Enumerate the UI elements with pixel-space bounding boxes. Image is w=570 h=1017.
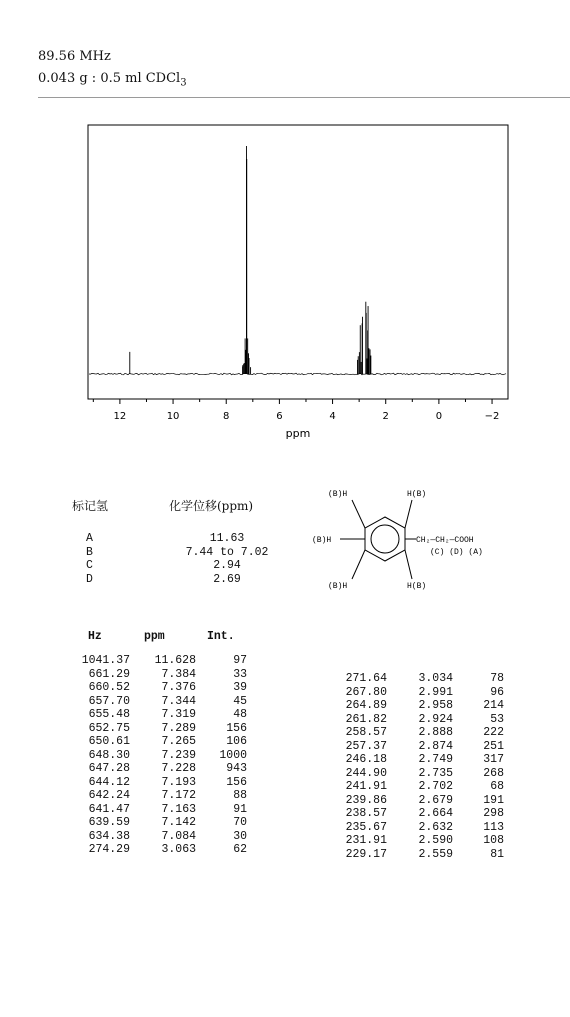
peak-int: 156 [226,775,247,789]
peak-hz: 239.86 [345,793,387,807]
peak-int: 106 [226,735,247,748]
sample-text: 0.043 g : 0.5 ml CDCl [38,71,181,86]
assignment-value: 2.94 [213,559,241,572]
molecule-structure [310,484,530,596]
peak-row [70,816,270,830]
h-bottom-right: H(B) [407,582,427,591]
side-chain-labels: (C) (D) (A) [430,548,483,557]
peak-lines [130,146,371,374]
peak-int: 251 [483,739,504,753]
peak-int: 39 [233,681,247,694]
peak-ppm: 7.193 [161,775,196,789]
peak-row [70,695,270,709]
peak-row [327,753,527,767]
assignment-label: A [86,532,93,545]
assign-shift-header: 化学位移(ppm) [169,499,254,513]
peak-hz: 235.67 [345,820,387,834]
peak-ppm: 2.874 [418,739,453,753]
x-axis-label: ppm [285,427,311,440]
x-tick-label: −2 [484,411,500,422]
side-chain: CH₂—CH₂—COOH [416,536,474,545]
peak-ppm: 2.749 [418,753,453,766]
peak-hz: 264.89 [345,699,387,712]
peak-ppm: 2.991 [418,685,453,699]
peak-hz: 271.64 [345,672,387,685]
peak-row [327,713,527,727]
x-tick-label: 10 [166,411,180,422]
peak-table-header [70,630,270,654]
peak-row [70,668,270,682]
peak-table-right [327,672,527,861]
peak-ppm: 3.063 [161,843,196,856]
peak-int: 81 [490,847,504,861]
peak-row [327,699,527,713]
assignment-label: D [86,572,93,586]
header-hz: Hz [88,630,102,643]
x-tick-label: 6 [276,411,283,422]
peak-int: 317 [483,753,504,766]
peak-ppm: 2.888 [418,726,453,739]
peak-int: 97 [233,654,247,667]
peak-hz: 244.90 [345,766,387,780]
peak-row [327,821,527,835]
peak-hz: 657.70 [88,694,130,708]
peak-ppm: 7.289 [161,721,196,735]
peak-hz: 660.52 [88,681,130,694]
peak-int: 45 [233,694,247,708]
header-int: Int. [207,630,235,643]
peak-ppm: 7.376 [161,681,196,694]
peak-hz: 246.18 [345,753,387,766]
plot-frame [88,125,508,399]
peak-int: 298 [483,807,504,820]
peak-row [70,735,270,749]
peak-int: 1000 [219,748,247,762]
assignment-value: 7.44 to 7.02 [185,545,269,559]
sample-subscript: 3 [180,77,187,89]
peak-int: 113 [483,820,504,834]
peak-row [70,681,270,695]
peak-hz: 238.57 [345,807,387,820]
peak-ppm: 7.142 [161,816,196,829]
peak-ppm: 7.344 [161,694,196,708]
peak-row [70,789,270,803]
peak-ppm: 2.590 [418,834,453,847]
peak-hz: 647.28 [88,762,130,775]
peak-hz: 258.57 [345,726,387,739]
peak-hz: 655.48 [88,708,130,721]
peak-int: 214 [483,699,504,712]
peak-hz: 642.24 [88,789,130,802]
peak-int: 108 [483,834,504,847]
frequency-label: 89.56 MHz [38,49,111,64]
h-left: (B)H [312,536,332,545]
peak-row [70,749,270,763]
peak-ppm: 7.265 [161,735,196,748]
x-tick-label: 2 [382,411,389,422]
nmr-spectrum-chart [0,110,570,450]
peak-hz: 634.38 [88,829,130,843]
peak-ppm: 2.735 [418,766,453,780]
h-top-right: H(B) [407,490,427,499]
spectrum-header [38,46,187,95]
assignment-label: C [86,559,93,572]
peak-row [327,794,527,808]
peak-hz: 257.37 [345,739,387,753]
peak-ppm: 7.084 [161,829,196,843]
peak-int: 96 [490,685,504,699]
peak-hz: 241.91 [345,780,387,793]
peak-row [70,803,270,817]
peak-row [70,830,270,844]
peak-row [327,740,527,754]
benzene-ring [340,500,416,579]
assignment-value: 11.63 [209,532,245,545]
peak-int: 33 [233,667,247,681]
peak-ppm: 2.632 [418,820,453,834]
peak-int: 30 [233,829,247,843]
peak-int: 91 [233,802,247,816]
h-top-left: (B)H [328,490,348,499]
peak-ppm: 11.628 [154,654,196,667]
assignment-label: B [86,545,93,559]
peak-ppm: 7.228 [161,762,196,775]
peak-int: 191 [483,793,504,807]
peak-hz: 261.82 [345,712,387,726]
peak-hz: 641.47 [88,802,130,816]
peak-int: 62 [233,843,247,856]
x-tick-label: 4 [329,411,336,422]
peak-int: 48 [233,708,247,721]
peak-row [327,834,527,848]
peak-hz: 639.59 [88,816,130,829]
peak-ppm: 2.924 [418,712,453,726]
peak-row [327,780,527,794]
peak-int: 156 [226,721,247,735]
peak-hz: 652.75 [88,721,130,735]
sample-label [38,68,187,95]
x-tick-label: 8 [223,411,230,422]
peak-ppm: 7.319 [161,708,196,721]
peak-ppm: 7.239 [161,748,196,762]
peak-ppm: 2.559 [418,847,453,861]
peak-int: 78 [490,672,504,685]
peak-int: 88 [233,789,247,802]
peak-hz: 229.17 [345,847,387,861]
assignment-value: 2.69 [213,572,241,586]
peak-row [327,807,527,821]
peak-ppm: 2.702 [418,780,453,793]
peak-row [70,708,270,722]
peak-row [327,686,527,700]
peak-ppm: 2.958 [418,699,453,712]
peak-hz: 661.29 [88,667,130,681]
assign-label-header: 标记氢 [72,499,109,513]
peak-row [70,843,270,857]
x-axis-ticks [93,399,499,422]
peak-ppm: 7.163 [161,802,196,816]
peak-int: 222 [483,726,504,739]
peak-hz: 267.80 [345,685,387,699]
peak-ppm: 7.172 [161,789,196,802]
peak-int: 53 [490,712,504,726]
peak-hz: 1041.37 [81,654,130,667]
x-tick-label: 12 [113,411,127,422]
peak-hz: 231.91 [345,834,387,847]
peak-row [70,762,270,776]
peak-hz: 650.61 [88,735,130,748]
peak-ppm: 2.664 [418,807,453,820]
peak-int: 268 [483,766,504,780]
peak-row [327,767,527,781]
spectrum-trace [89,373,506,375]
h-bottom-left: (B)H [328,582,348,591]
peak-int: 943 [226,762,247,775]
peak-hz: 274.29 [88,843,130,856]
peak-row [327,726,527,740]
peak-row [70,722,270,736]
peak-int: 68 [490,780,504,793]
peak-hz: 644.12 [88,775,130,789]
peak-row [70,776,270,790]
peak-int: 70 [233,816,247,829]
peak-ppm: 2.679 [418,793,453,807]
peak-ppm: 3.034 [418,672,453,685]
peak-row [70,654,270,668]
header-ppm: ppm [144,630,165,643]
peak-ppm: 7.384 [161,667,196,681]
peak-row [327,848,527,862]
header-divider [38,97,570,98]
peak-hz: 648.30 [88,748,130,762]
x-tick-label: 0 [435,411,443,422]
peak-row [327,672,527,686]
peak-table-left [70,630,270,857]
